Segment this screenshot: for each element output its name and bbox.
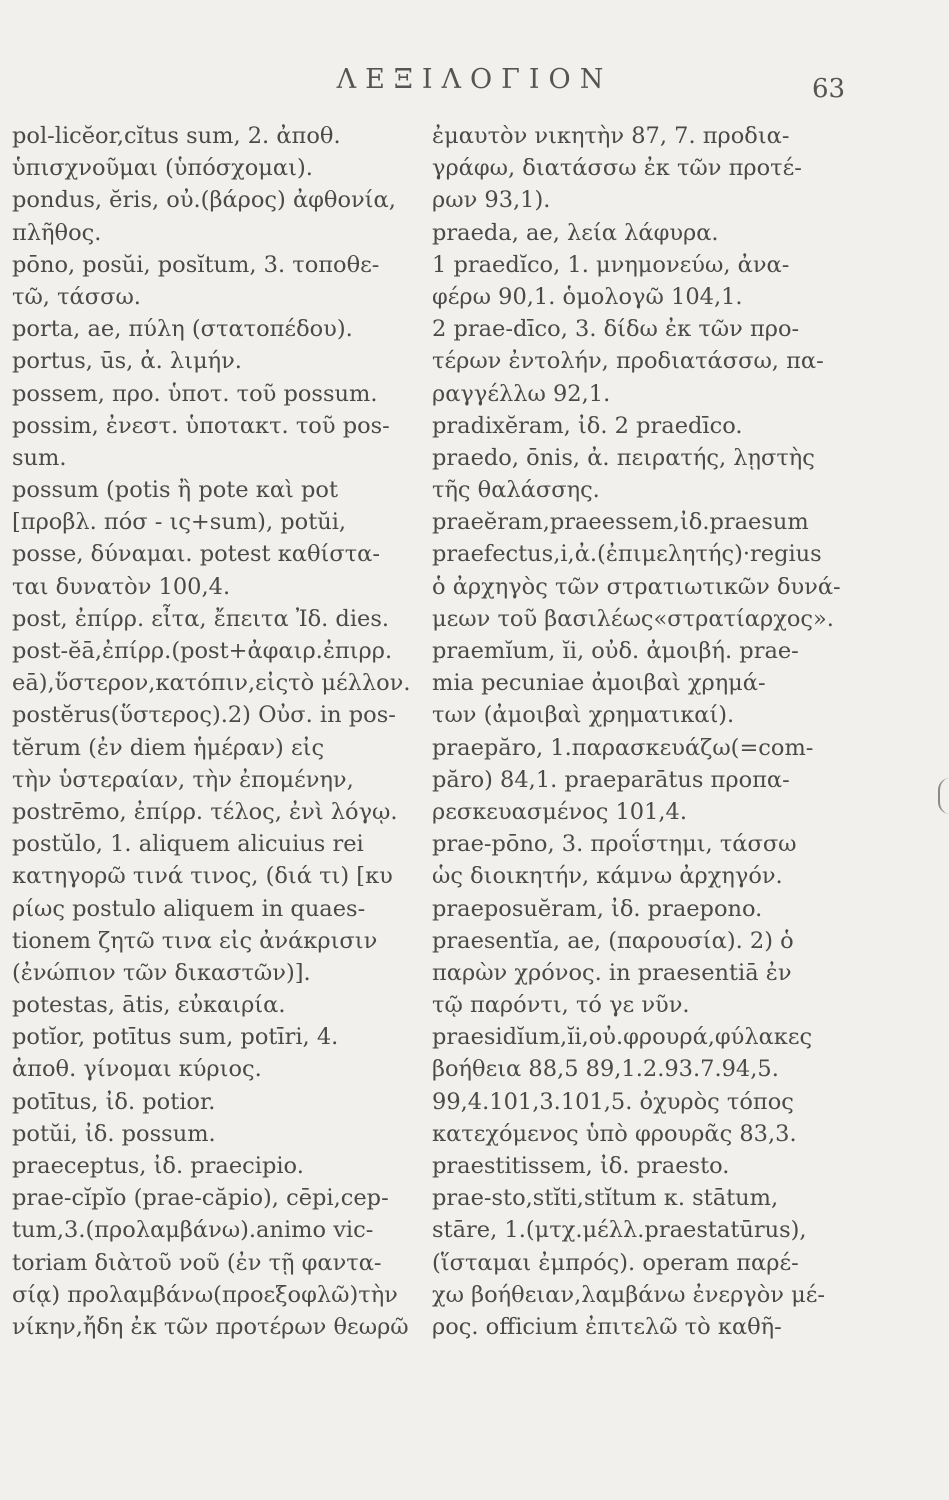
entry-line: praepăro, 1.παρασκευάζω(=com- — [432, 734, 814, 761]
entry-line: possem, προ. ὑποτ. τοῦ possum. — [12, 380, 378, 407]
entry-line: prae-sto,stĭti,stĭtum κ. stātum, — [432, 1185, 779, 1212]
entry-line: sum. — [12, 444, 67, 471]
entry-line: φέρω 90,1. ὁμολογῶ 104,1. — [432, 283, 743, 310]
entry-line: (ἵσταμαι ἐμπρός). operam παρέ- — [432, 1249, 799, 1276]
entry-line: ἐμαυτὸν νικητὴν 87, 7. προδια- — [432, 123, 790, 149]
entry-line: βοήθεια 88,5 89,1.2.93.7.94,5. — [432, 1056, 779, 1083]
entry-line: praeceptus, ἰδ. praecipio. — [12, 1153, 304, 1179]
entry-line: mia pecuniae ἀμοιβαὶ χρημά- — [432, 670, 766, 697]
right-column — [432, 120, 842, 1343]
entry-line: 99,4.101,3.101,5. ὀχυρὸς τόπος — [432, 1088, 794, 1115]
entry-line: τῶ, τάσσω. — [12, 283, 141, 310]
entry-line: ὡς διοικητήν, κάμνω ἀρχηγόν. — [432, 863, 783, 890]
entry-line: postŭlo, 1. aliquem alicuius rei — [12, 831, 364, 858]
entry-line: παρὼν χρόνος. in praesentiā ἐν — [432, 959, 792, 986]
entry-line: praemĭum, ĭi, οὐδ. ἀμοιβή. prae- — [432, 638, 799, 664]
entry-line: potŭi, ἰδ. possum. — [12, 1120, 216, 1147]
entry-line: tionem ζητῶ τινα εἰς ἀνάκρισιν — [12, 927, 378, 954]
entry-line: eā),ὕστερον,κατόπιν,εἰςτὸ μέλλον. — [12, 670, 411, 697]
entry-line: praedo, ōnis, ἀ. πειρατής, λῃστὴς — [432, 444, 815, 471]
entry-line: ραγγέλλω 92,1. — [432, 380, 611, 407]
entry-line: χω βοήθειαν,λαμβάνω ἐνεργὸν μέ- — [432, 1281, 826, 1308]
entry-line: 2 prae-dīco, 3. δίδω ἐκ τῶν προ- — [432, 316, 800, 343]
entry-line: prae-cĭpĭo (prae-căpio), cēpi,cep- — [12, 1185, 389, 1212]
left-column — [12, 120, 422, 1343]
entry-line: μεων τοῦ βασιλέως«στρατίαρχος». — [432, 605, 834, 632]
entry-line: possum (potis ἢ pote καὶ pot — [12, 477, 338, 504]
entry-line: κατηγορῶ τινά τινος, (διά τι) [κυ — [12, 863, 393, 890]
entry-line: pōno, posŭi, posĭtum, 3. τοποθε- — [12, 251, 380, 278]
entry-line: τῆς θαλάσσης. — [432, 477, 600, 504]
entry-line: post-ĕā,ἐπίρρ.(post+ἀφαιρ.ἐπιρρ. — [12, 638, 393, 664]
entry-line: ὑπισχνοῦμαι (ὑπόσχομαι). — [12, 155, 313, 182]
entry-line: πλῆθος. — [12, 219, 102, 246]
entry-line: praefectus,i,ἀ.(ἐπιμελητής)·regius — [432, 541, 822, 568]
entry-line: pradixĕram, ἰδ. 2 praedīco. — [432, 412, 743, 439]
entry-line: 1 praedĭco, 1. μνημονεύω, ἀνα- — [432, 251, 790, 278]
entry-line: posse, δύναμαι. potest καθίστα- — [12, 541, 380, 568]
entry-line: postrēmo, ἐπίρρ. τέλος, ἐνὶ λόγῳ. — [12, 798, 398, 825]
entry-line: των (ἀμοιβαὶ χρηματικαί). — [432, 702, 735, 729]
entry-line: potĭor, potītus sum, potīri, 4. — [12, 1024, 339, 1051]
entry-line: κατεχόμενος ὑπὸ φρουρᾶς 83,3. — [432, 1120, 797, 1147]
entry-line: γράφω, διατάσσω ἐκ τῶν προτέ- — [432, 155, 802, 182]
entry-line: praeĕram,praeessem,ἰδ.praesum — [432, 509, 809, 536]
entry-line: ρίως postulo aliquem in quaes- — [12, 895, 366, 922]
entry-line: tum,3.(προλαμβάνω).animo vic- — [12, 1217, 374, 1244]
entry-line: prae-pōno, 3. προΐστημι, τάσσω — [432, 831, 797, 858]
entry-line: păro) 84,1. praeparātus προπα- — [432, 766, 790, 793]
entry-line: ὁ ἀρχηγὸς τῶν στρατιωτικῶν δυνά- — [432, 573, 841, 600]
entry-line: pondus, ĕris, οὐ.(βάρος) ἀφθονία, — [12, 187, 396, 214]
entry-line: possim, ἐνεστ. ὑποτακτ. τοῦ pos- — [12, 412, 390, 439]
entry-line: praeda, ae, λεία λάφυρα. — [432, 219, 719, 246]
entry-line: τέρων ἐντολήν, προδιατάσσω, πα- — [432, 348, 824, 375]
entry-line: tĕrum (ἐν diem ἡμέραν) εἰς — [12, 734, 325, 761]
entry-line: σίᾳ) προλαμβάνω(προεξοφλῶ)τὴν — [12, 1281, 398, 1308]
entry-line: potītus, ἰδ. potior. — [12, 1088, 216, 1115]
entry-line: porta, ae, πύλη (στατοπέδου). — [12, 316, 353, 343]
entry-line: post, ἐπίρρ. εἶτα, ἔπειτα Ἰδ. dies. — [12, 605, 390, 632]
entry-line: praesidĭum,ĭi,οὐ.φρουρά,φύλακες — [432, 1024, 813, 1051]
entry-line: [προβλ. πόσ - ις+sum), potŭi, — [12, 509, 347, 536]
entry-line: ρος. officium ἐπιτελῶ τὸ καθῆ- — [432, 1313, 782, 1340]
entry-line: praeposuĕram, ἰδ. praepono. — [432, 895, 763, 922]
entry-line: νίκην,ἤδη ἐκ τῶν προτέρων θεωρῶ — [12, 1313, 409, 1340]
entry-line: postĕrus(ὕστερος).2) Οὐσ. in pos- — [12, 702, 396, 729]
entry-line: pol-licĕor,cĭtus sum, 2. ἀποθ. — [12, 123, 341, 149]
entry-line: stāre, 1.(μτχ.μέλλ.praestatūrus), — [432, 1217, 807, 1244]
running-head: ΛΕΞΙΛΟΓΙΟΝ — [336, 64, 613, 95]
entry-line: τὴν ὑστεραίαν, τὴν ἐπομένην, — [12, 766, 354, 793]
entry-line: praestitissem, ἰδ. praesto. — [432, 1153, 730, 1179]
entry-line: ται δυνατὸν 100,4. — [12, 573, 231, 600]
entry-line: ἀποθ. γίνομαι κύριος. — [12, 1056, 262, 1083]
entry-line: potestas, ātis, εὐκαιρία. — [12, 992, 286, 1019]
entry-line: ρεσκευασμένος 101,4. — [432, 798, 688, 825]
entry-line: τῷ παρόντι, τό γε νῦν. — [432, 992, 690, 1019]
page-number: 63 — [812, 74, 846, 104]
margin-bracket — [938, 778, 949, 814]
entry-line: (ἐνώπιον τῶν δικαστῶν)]. — [12, 959, 311, 986]
entry-line: toriam διὰτοῦ νοῦ (ἐν τῇ φαντα- — [12, 1249, 382, 1276]
entry-line: ρων 93,1). — [432, 187, 551, 214]
entry-line: portus, ūs, ἀ. λιμήν. — [12, 348, 242, 375]
entry-line: praesentĭa, ae, (παρουσία). 2) ὁ — [432, 927, 794, 954]
